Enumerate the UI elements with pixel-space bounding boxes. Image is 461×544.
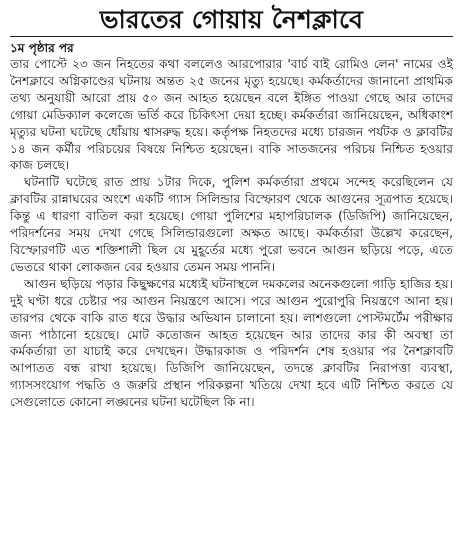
article-paragraph-1: তার পোস্টে ২৩ জন নিহতের কথা বললেও আরপোরার 'বার্চ বাই রোমিও লেন' নামের ওই নৈশক্লাবে অগ্নিকাণ্ডের ঘটনায় অন্তত ২৫ জনের মৃত্যু হয়েছে। কর্মকর্তাদের জানানো প্রাথমিক তথ্য অনুযায়ী আরো প্রায় ৫০ জন আহত হয়েছেন বলে ইঙ্গিত পাওয়া গেছে আর তাদের গোয়া মেডিক্যাল কলেজে ভর্তি করে চিকিৎসা দেয়া হচ্ছে। কর্মকর্তারা জানিয়েছেন, অধিকাংশ মৃত্যুর ঘটনা ঘটেছে ধোঁয়ায় শ্বাসরুদ্ধ হয়ে। কর্তৃপক্ষ নিহতদের মধ্যে চারজন পর্যটক ও ক্লাবটির ১৪ জন কর্মীর পরিচয়ের বিষয়ে নিশ্চিত হয়েছেন। বাকি সাতজনের পরিচয় নিশ্চিত হওয়ার কাজ চলছে।: [10, 57, 453, 173]
article-paragraph-2: ঘটনাটি ঘটেছে রাত প্রায় ১টার দিকে, পুলিশ কর্মকর্তারা প্রথমে সন্দেহ করেছিলেন যে ক্লাবটির রান্নাঘরের অংশে একটি গ্যাস সিলিন্ডার বিস্ফোরণ থেকে আগুনের সূত্রপাত হয়েছে। কিন্তু এ ধারণা বাতিল করা হয়েছে। গোয়া পুলিশের মহাপরিচালক (ডিজিপি) জানিয়েছেন, পরিদর্শনের সময় দেখা গেছে সিলিন্ডারগুলো অক্ষত আছে। কর্মকর্তারা উল্লেখ করেছেন, বিস্ফোরণটি এত শক্তিশালী ছিল যে মুহূর্তের মধ্যে পুরো ভবনে আগুন ছড়িয়ে পড়ে, এতে ভেতরে থাকা লোকজন বের হওয়ার তেমন সময় পাননি।: [10, 175, 453, 274]
continued-from-label: ১ম পৃষ্ঠার পর: [10, 41, 74, 55]
article-paragraph-3: আগুন ছড়িয়ে পড়ার কিছুক্ষণের মধ্যেই ঘটনাস্থলে দমকলের অনেকগুলো গাড়ি হাজির হয়। দুই ঘণ্টা ধরে চেষ্টার পর আগুন নিয়ন্ত্রণে আসে। পরে আগুন পুরোপুরি নিয়ন্ত্রণে আনা হয়। তারপর থেকে বাকি রাত ধরে উদ্ধার অভিযান চালানো হয়। লাশগুলো পোস্টমর্টেম পরীক্ষার জন্য পাঠানো হয়েছে। মোট কতোজন আহত হয়েছেন আর তাদের কার কী অবস্থা তা কর্মকর্তারা তা যাচাই করে দেখছেন। উদ্ধারকাজ ও পরিদর্শন শেষ হওয়ার পর নৈশক্লাবটি আপাতত বন্ধ রাখা হয়েছে। ডিজিপি জানিয়েছেন, তদন্তে ক্লাবটির নিরাপত্তা ব্যবস্থা, গ্যাসসংযোগ পদ্ধতি ও জরুরি প্রস্থান পরিকল্পনা খতিয়ে দেখা হবে এটি নিশ্চিত করতে যে সেগুলোতে কোনো লঙ্ঘনের ঘটনা ঘটেছিল কি না।: [10, 276, 453, 410]
headline-divider: [10, 36, 453, 37]
article-headline: ভারতের গোয়ায় নৈশক্লাবে: [99, 5, 364, 34]
